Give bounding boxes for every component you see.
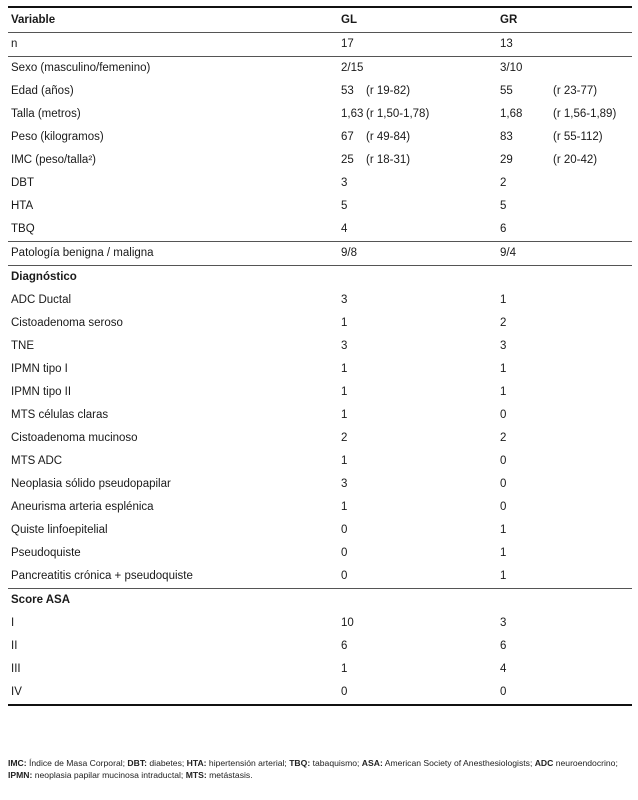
table-row — [8, 681, 632, 704]
gl-range: (r 19-82) — [366, 85, 411, 97]
gl-value: 1 — [341, 455, 348, 467]
table-row — [8, 312, 632, 335]
gr-value: 1 — [500, 524, 507, 536]
table-row — [8, 565, 632, 588]
row-label: Neoplasia sólido pseudopapilar — [11, 478, 171, 490]
gr-value: 1 — [500, 386, 507, 398]
demographics-section — [8, 57, 632, 241]
row-label: II — [11, 640, 18, 652]
footnote-text: tabaquismo; — [310, 758, 362, 768]
row-label: I — [11, 617, 15, 629]
row-label: Pseudoquiste — [11, 547, 81, 559]
table-row — [8, 635, 632, 658]
row-label: Peso (kilogramos) — [11, 131, 104, 143]
footnote-abbr: HTA: — [186, 758, 207, 768]
footnote-abbr: ADC — [534, 758, 554, 768]
gr-value: 0 — [500, 455, 507, 467]
footnote-text: American Society of Anesthesiologists; — [382, 758, 535, 768]
gr-value: 55 — [500, 85, 513, 97]
data-table — [8, 6, 632, 706]
pathology-label: Patología benigna / maligna — [11, 247, 154, 259]
gl-value: 1 — [341, 386, 348, 398]
row-label: IMC (peso/talla²) — [11, 154, 96, 166]
gr-value: 1 — [500, 570, 507, 582]
gl-value: 2/15 — [341, 62, 364, 74]
n-gr: 13 — [500, 38, 513, 50]
gl-value: 3 — [341, 478, 348, 490]
row-label: TBQ — [11, 223, 35, 235]
row-label: Cistoadenoma mucinoso — [11, 432, 138, 444]
table-row — [8, 381, 632, 404]
diagnostico-title: Diagnóstico — [11, 271, 77, 283]
asa-title: Score ASA — [11, 594, 71, 606]
gl-value: 4 — [341, 223, 348, 235]
gr-value: 1,68 — [500, 108, 523, 120]
footnote-abbr: IPMN: — [8, 770, 33, 780]
gl-value: 0 — [341, 570, 348, 582]
row-label: Talla (metros) — [11, 108, 81, 120]
gr-value: 2 — [500, 432, 507, 444]
gr-value: 0 — [500, 686, 507, 698]
row-label: MTS células claras — [11, 409, 109, 421]
table-row — [8, 450, 632, 473]
table-row — [8, 80, 632, 103]
row-label: HTA — [11, 200, 34, 212]
table-row — [8, 289, 632, 312]
gl-value: 1 — [341, 663, 348, 675]
gr-value: 1 — [500, 363, 507, 375]
gl-value: 6 — [341, 640, 348, 652]
footnote-text: neuroendocrino; — [553, 758, 618, 768]
table-row — [8, 519, 632, 542]
gr-value: 29 — [500, 154, 513, 166]
gl-value: 0 — [341, 524, 348, 536]
diagnostico-heading-row — [8, 266, 632, 289]
gr-value: 0 — [500, 501, 507, 513]
row-label: IPMN tipo I — [11, 363, 68, 375]
table-header-row — [8, 8, 632, 32]
row-label: IV — [11, 686, 22, 698]
table-row — [8, 473, 632, 496]
gl-value: 1 — [341, 409, 348, 421]
gr-range: (r 23-77) — [553, 85, 598, 97]
table-row — [8, 404, 632, 427]
row-label: MTS ADC — [11, 455, 63, 467]
table-row — [8, 335, 632, 358]
gl-value: 1 — [341, 317, 348, 329]
gl-value: 3 — [341, 177, 348, 189]
table-row — [8, 218, 632, 241]
gl-range: (r 1,50-1,78) — [366, 108, 430, 120]
gl-range: (r 49-84) — [366, 131, 411, 143]
gr-value: 2 — [500, 177, 507, 189]
asa-heading-row — [8, 589, 632, 612]
gr-value: 83 — [500, 131, 513, 143]
gr-value: 0 — [500, 478, 507, 490]
gr-value: 3 — [500, 617, 507, 629]
table-row — [8, 358, 632, 381]
table-row — [8, 496, 632, 519]
table-row — [8, 57, 632, 80]
row-label: III — [11, 663, 21, 675]
table-row — [8, 172, 632, 195]
table-row — [8, 427, 632, 450]
gr-value: 5 — [500, 200, 507, 212]
n-label: n — [11, 38, 18, 50]
table-row — [8, 612, 632, 635]
table-row — [8, 103, 632, 126]
table-row — [8, 658, 632, 681]
gl-value: 5 — [341, 200, 348, 212]
gr-value: 1 — [500, 294, 507, 306]
table-row — [8, 542, 632, 565]
gl-range: (r 18-31) — [366, 154, 411, 166]
gl-value: 2 — [341, 432, 348, 444]
gr-value: 2 — [500, 317, 507, 329]
row-label: Quiste linfoepitelial — [11, 524, 108, 536]
table-row — [8, 149, 632, 172]
diagnostico-section — [8, 289, 632, 588]
row-label: TNE — [11, 340, 34, 352]
footnote-abbr: DBT: — [127, 758, 147, 768]
gl-value: 1 — [341, 363, 348, 375]
row-label: Edad (años) — [11, 85, 74, 97]
n-gl: 17 — [341, 38, 354, 50]
gl-value: 1,63 — [341, 108, 364, 120]
footnote-text: neoplasia papilar mucinosa intraductal; — [32, 770, 186, 780]
footnote-text: hipertensión arterial; — [206, 758, 290, 768]
table-row — [8, 195, 632, 218]
footnote-text: metástasis. — [206, 770, 253, 780]
gl-value: 0 — [341, 547, 348, 559]
gl-value: 10 — [341, 617, 354, 629]
pathology-gl: 9/8 — [341, 247, 357, 259]
row-label: ADC Ductal — [11, 294, 72, 306]
gr-value: 3/10 — [500, 62, 523, 74]
footnote-abbr: IMC: — [8, 758, 27, 768]
table-footnote — [8, 757, 632, 781]
header-gr: GR — [500, 14, 518, 26]
gr-range: (r 55-112) — [553, 131, 603, 143]
pathology-row — [8, 242, 632, 265]
gl-value: 3 — [341, 340, 348, 352]
row-label: Aneurisma arteria esplénica — [11, 501, 154, 513]
pathology-gr: 9/4 — [500, 247, 516, 259]
row-label: Sexo (masculino/femenino) — [11, 62, 151, 74]
gr-value: 4 — [500, 663, 507, 675]
gr-value: 1 — [500, 547, 507, 559]
gl-value: 67 — [341, 131, 354, 143]
gr-value: 0 — [500, 409, 507, 421]
gr-value: 3 — [500, 340, 507, 352]
gl-value: 1 — [341, 501, 348, 513]
gl-value: 53 — [341, 85, 354, 97]
footnote-text: Índice de Masa Corporal; — [26, 758, 128, 768]
bottom-rule — [8, 704, 632, 706]
gl-value: 0 — [341, 686, 348, 698]
footnote-abbr: TBQ: — [289, 758, 311, 768]
gr-range: (r 20-42) — [553, 154, 598, 166]
asa-section — [8, 612, 632, 704]
gr-range: (r 1,56-1,89) — [553, 108, 617, 120]
gr-value: 6 — [500, 223, 507, 235]
table-row — [8, 126, 632, 149]
header-variable: Variable — [11, 14, 56, 26]
footnote-abbr: ASA: — [361, 758, 383, 768]
gl-value: 3 — [341, 294, 348, 306]
header-gl: GL — [341, 14, 357, 26]
row-label: Cistoadenoma seroso — [11, 317, 123, 329]
row-label: Pancreatitis crónica + pseudoquiste — [11, 570, 193, 582]
n-row — [8, 33, 632, 56]
footnote-text: diabetes; — [147, 758, 187, 768]
row-label: IPMN tipo II — [11, 386, 72, 398]
footnote-abbr: MTS: — [185, 770, 207, 780]
row-label: DBT — [11, 177, 34, 189]
gl-value: 25 — [341, 154, 354, 166]
gr-value: 6 — [500, 640, 507, 652]
